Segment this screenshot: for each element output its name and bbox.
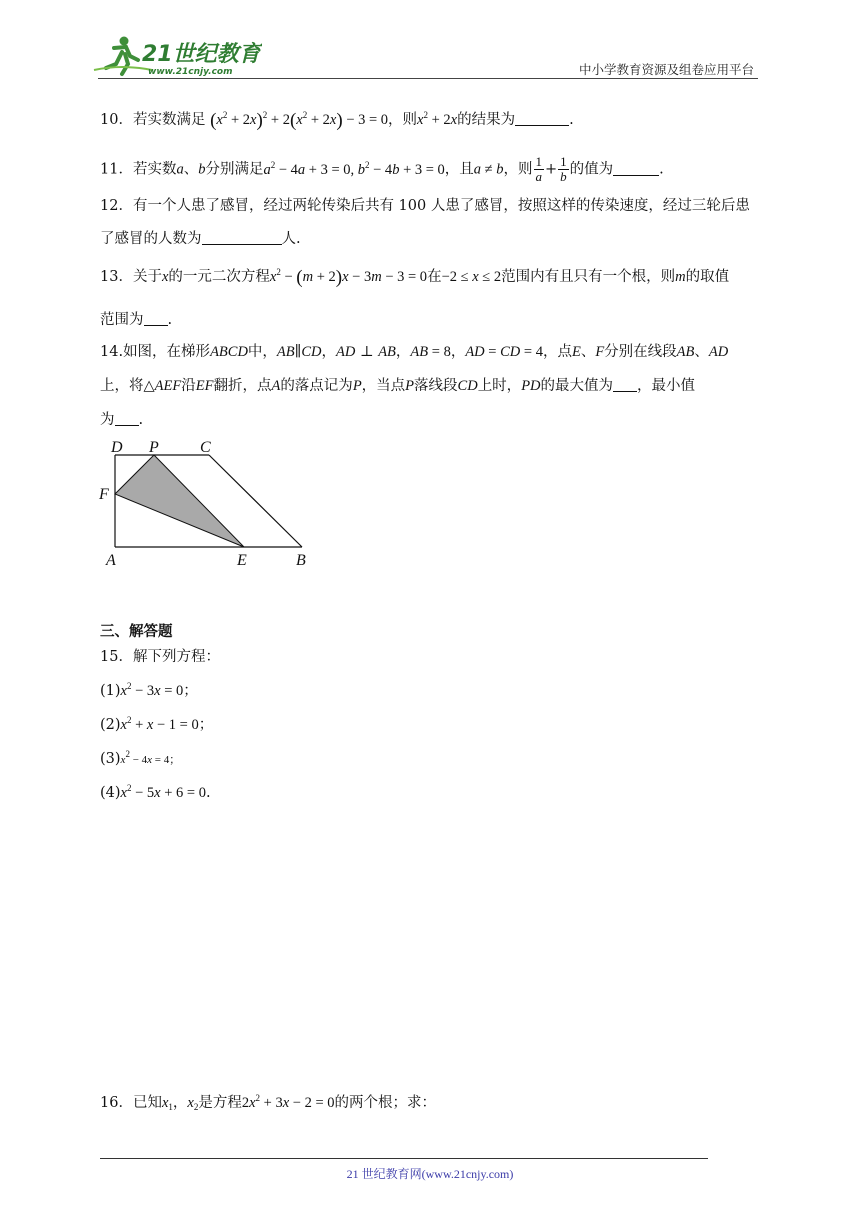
question-13-line-2: 范围为 .: [100, 312, 173, 328]
q15-item-3: $(3)x^2 - 4x = 4$；: [100, 749, 181, 767]
answer-blank[interactable]: [115, 411, 139, 426]
q15-item-2: $(2)x^2 + x - 1 = 0$；: [100, 715, 214, 733]
q15-item-4: $(4)x^2 - 5x + 6 = 0$.: [100, 783, 211, 801]
logo-text: 21世纪教育: [142, 42, 261, 67]
label-e: E: [237, 552, 247, 569]
answer-blank[interactable]: [515, 111, 569, 126]
footer-link[interactable]: 21 世纪教育网(www.21cnjy.com): [346, 1167, 514, 1181]
label-a: A: [106, 552, 116, 569]
question-14-line-2: 上，将△AEF沿EF翻折，点A的落点记为P，当点P落线段CD上时，PD的最大值为 ，最小值: [100, 378, 696, 394]
question-16: 16．已知$x_1$，$x_2$是方程$2x^2 + 3x - 2 = 0$的两个根；求：: [100, 1093, 436, 1112]
answer-blank[interactable]: [613, 377, 637, 392]
section-title: 三、解答题: [100, 624, 173, 640]
site-logo: [92, 34, 262, 78]
label-d: D: [111, 439, 123, 456]
label-c: C: [200, 439, 211, 456]
label-b: B: [296, 552, 306, 569]
question-12-line-2: 了感冒的人数为 人.: [100, 231, 301, 247]
question-10: 10．若实数满足 $(x^2 + 2x)^2 + 2(x^2 + 2x) - 3 = 0$，则$x^2 + 2x$的结果为 .: [100, 110, 574, 131]
question-15-stem: 15．解下列方程：: [100, 649, 220, 665]
question-12-line-1: 12．有一个人患了感冒，经过两轮传染后共有 100 人患了感冒，按照这样的传染速度，经过三轮后患: [100, 198, 750, 214]
trapezoid-figure: [96, 434, 316, 574]
label-p: P: [149, 439, 159, 456]
platform-name: 中小学教育资源及组卷应用平台: [578, 62, 754, 77]
footer-divider: [100, 1158, 708, 1159]
question-13-line-1: 13．关于x的一元二次方程$x^2 - (m + 2)x - 3m - 3 = 0$在−2 ≤ x ≤ 2范围内有且只有一个根，则m的取值: [100, 267, 730, 288]
header-divider: [98, 78, 758, 79]
question-14-line-3: 为 .: [100, 412, 144, 428]
q15-item-1: $(1)x^2 - 3x = 0$；: [100, 681, 198, 699]
folded-triangle: [115, 455, 244, 547]
answer-blank[interactable]: [144, 311, 168, 326]
question-14-line-1: 14.如图，在梯形ABCD中，AB∥CD，AD ⊥ AB，AB = 8，AD = CD = 4，点E、F分别在线段AB、AD: [100, 344, 729, 360]
logo-url: www.21cnjy.com: [148, 67, 233, 77]
answer-blank[interactable]: [202, 230, 282, 245]
answer-blank[interactable]: [613, 161, 659, 176]
question-11: 11．若实数a、b分别满足$a^2 - 4a + 3 = 0$, $b^2 - 4b + 3 = 0$，且a ≠ b，则 $\frac{1}{a}$ + $\frac{1}{b}$ 的值为 .: [100, 154, 664, 184]
label-f: F: [99, 486, 109, 503]
